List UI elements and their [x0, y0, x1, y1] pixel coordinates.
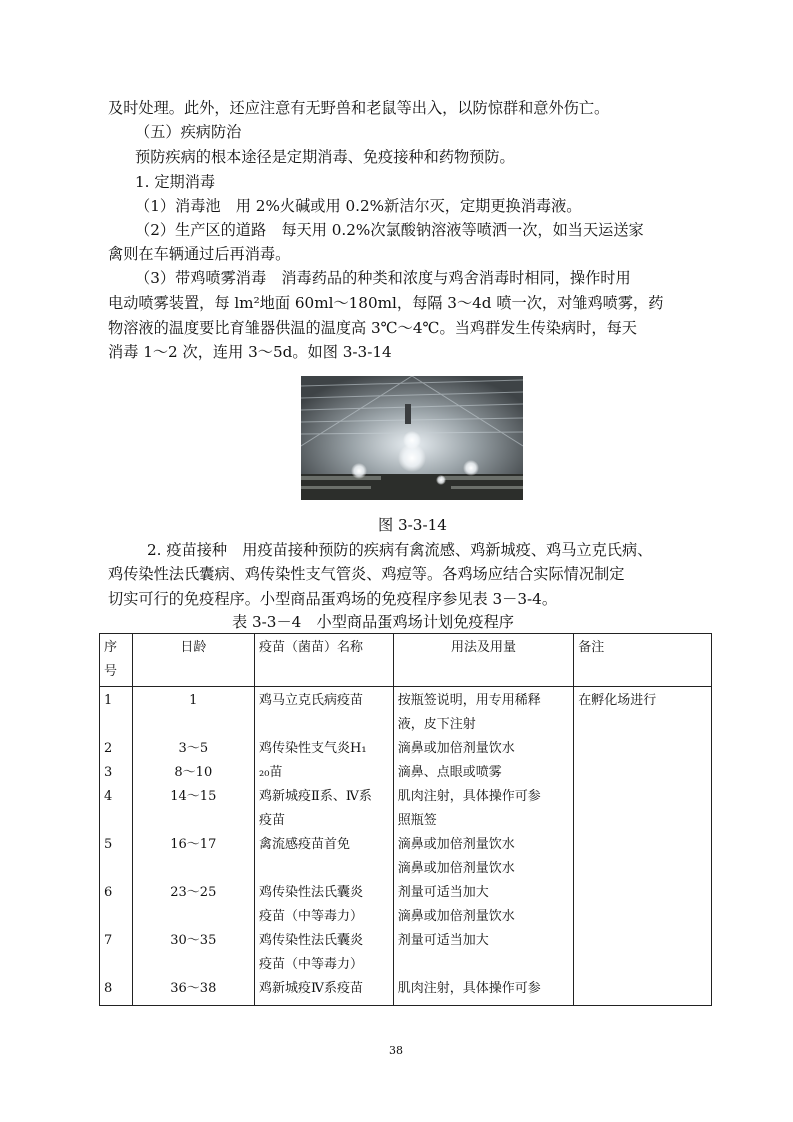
page-number: 38: [389, 1044, 403, 1057]
table-body: [100, 687, 712, 1006]
table-cell: [398, 953, 570, 977]
table-cell: 30～35: [170, 933, 217, 948]
table-cell: [137, 713, 250, 737]
table-cell: 液，皮下注射: [397, 717, 476, 732]
immunization-table: [99, 633, 712, 1006]
table-cell: [578, 833, 707, 857]
paragraph-line: 物溶液的温度要比育雏器供温的温度高 3℃～4℃。当鸡群发生传染病时，每天: [108, 319, 637, 337]
table-title: 表 3-3－4 小型商品蛋鸡场计划免疫程序: [232, 613, 514, 631]
table-column-age: [132, 687, 254, 1006]
table-cell: [137, 809, 250, 833]
section-heading: （五）疾病防治: [135, 123, 242, 141]
header-no: [100, 634, 133, 687]
table-cell: [259, 857, 389, 881]
table-cell: 鸡新城疫Ⅱ系、Ⅳ系: [259, 789, 372, 804]
table-column-usage: [393, 687, 574, 1006]
table-cell: 滴鼻或加倍剂量饮水: [397, 861, 515, 876]
table-cell: [578, 905, 707, 929]
paragraph-line: 2. 疫苗接种 用疫苗接种预防的疾病有禽流感、鸡新城疫、鸡马立克氏病、: [147, 541, 653, 559]
table-cell: [104, 953, 128, 977]
table-cell: 4: [104, 789, 113, 804]
table-cell: 16～17: [170, 837, 217, 852]
table-cell: [578, 737, 707, 761]
table-cell: 鸡新城疫Ⅳ系疫苗: [259, 981, 364, 996]
spray-disinfection-photo: [301, 376, 523, 500]
subsection-heading: 1. 定期消毒: [135, 173, 216, 191]
figure-caption: 图 3-3-14: [378, 516, 447, 534]
header-vaccine: 疫苗（菌苗）名称: [255, 634, 394, 687]
table-cell: [578, 713, 707, 737]
table-cell: [104, 809, 128, 833]
table-column-vaccine: [255, 687, 394, 1006]
table-cell: 1: [104, 693, 113, 708]
table-cell: 疫苗: [259, 813, 286, 828]
photo-illustration: [301, 376, 523, 500]
paragraph-line: 禽则在车辆通过后再消毒。: [108, 245, 291, 263]
table-cell: [578, 761, 707, 785]
table-column-no: [100, 687, 133, 1006]
paragraph-line: 及时处理。此外，还应注意有无野兽和老鼠等出入，以防惊群和意外伤亡。: [108, 99, 610, 117]
table-cell: 滴鼻、点眼或喷雾: [397, 765, 502, 780]
table-cell: 滴鼻或加倍剂量饮水: [397, 909, 515, 924]
table-cell: 8: [104, 981, 113, 996]
paragraph-line: 预防疾病的根本途径是定期消毒、免疫接种和药物预防。: [135, 148, 515, 166]
table-cell: 14～15: [170, 789, 217, 804]
table-cell: 剂量可适当加大: [397, 885, 489, 900]
paragraph-line: 切实可行的免疫程序。小型商品蛋鸡场的免疫程序参见表 3－3-4。: [108, 590, 558, 608]
header-no-line1: 序: [104, 640, 118, 655]
table-body-row: [100, 687, 712, 1006]
table-cell: 滴鼻或加倍剂量饮水: [397, 741, 515, 756]
table-cell: 3～5: [178, 741, 209, 756]
table-cell: [104, 857, 128, 881]
table-cell: [259, 713, 389, 737]
table-cell: 疫苗（中等毒力）: [259, 909, 364, 924]
table-cell: 在孵化场进行: [578, 693, 657, 708]
header-no-line2: 号: [104, 664, 118, 679]
table-cell: 肌肉注射，具体操作可参: [397, 981, 541, 996]
table-cell: 2: [104, 741, 113, 756]
table-cell: 鸡传染性支气炎H₁: [259, 741, 367, 756]
table-cell: 23～25: [170, 885, 217, 900]
header-age: 日龄: [132, 634, 254, 687]
table-cell: 3: [104, 765, 113, 780]
paragraph-line: （2）生产区的道路 每天用 0.2%次氯酸钠溶液等喷洒一次，如当天运送家: [135, 221, 644, 239]
header-note: 备注: [574, 634, 712, 687]
table-cell: ₂₀苗: [259, 765, 283, 780]
table-cell: 6: [104, 885, 113, 900]
table-header-row: [100, 634, 712, 687]
table-cell: 疫苗（中等毒力）: [259, 957, 364, 972]
paragraph-line: 电动喷雾装置，每 lm²地面 60ml～180ml，每隔 3～4d 喷一次，对雏鸡喷雾，药: [108, 294, 664, 312]
table-cell: 7: [104, 933, 113, 948]
paragraph-line: 鸡传染性法氏囊病、鸡传染性支气管炎、鸡痘等。各鸡场应结合实际情况制定: [108, 565, 625, 583]
table-cell: 按瓶签说明，用专用稀释: [397, 693, 541, 708]
table-cell: [137, 857, 250, 881]
table-cell: [578, 953, 707, 977]
table-cell: [137, 905, 250, 929]
table-cell: [104, 905, 128, 929]
paragraph-line: （3）带鸡喷雾消毒 消毒药品的种类和浓度与鸡舍消毒时相同，操作时用: [135, 269, 631, 287]
table-cell: 鸡传染性法氏囊炎: [259, 885, 364, 900]
table-cell: [578, 977, 707, 1001]
table-cell: [578, 785, 707, 809]
table-cell: 肌肉注射，具体操作可参: [397, 789, 541, 804]
table-cell: [578, 881, 707, 905]
table-column-note: [574, 687, 712, 1006]
table-cell: 1: [189, 693, 198, 708]
table-cell: 禽流感疫苗首免: [259, 837, 351, 852]
paragraph-line: （1）消毒池 用 2%火碱或用 0.2%新洁尔灭，定期更换消毒液。: [135, 197, 582, 215]
paragraph-line: 消毒 1～2 次，连用 3～5d。如图 3-3-14: [108, 343, 392, 361]
table-cell: 36～38: [170, 981, 217, 996]
table-cell: 8～10: [174, 765, 213, 780]
table-cell: 照瓶签: [397, 813, 437, 828]
table-cell: [578, 929, 707, 953]
table-cell: [578, 809, 707, 833]
table-cell: 滴鼻或加倍剂量饮水: [397, 837, 515, 852]
table-cell: 剂量可适当加大: [397, 933, 489, 948]
table-cell: [578, 857, 707, 881]
table-cell: [137, 953, 250, 977]
header-usage: 用法及用量: [393, 634, 574, 687]
table-cell: 鸡传染性法氏囊炎: [259, 933, 364, 948]
table-cell: 鸡马立克氏病疫苗: [259, 693, 364, 708]
table-cell: 5: [104, 837, 113, 852]
table-cell: [104, 713, 128, 737]
